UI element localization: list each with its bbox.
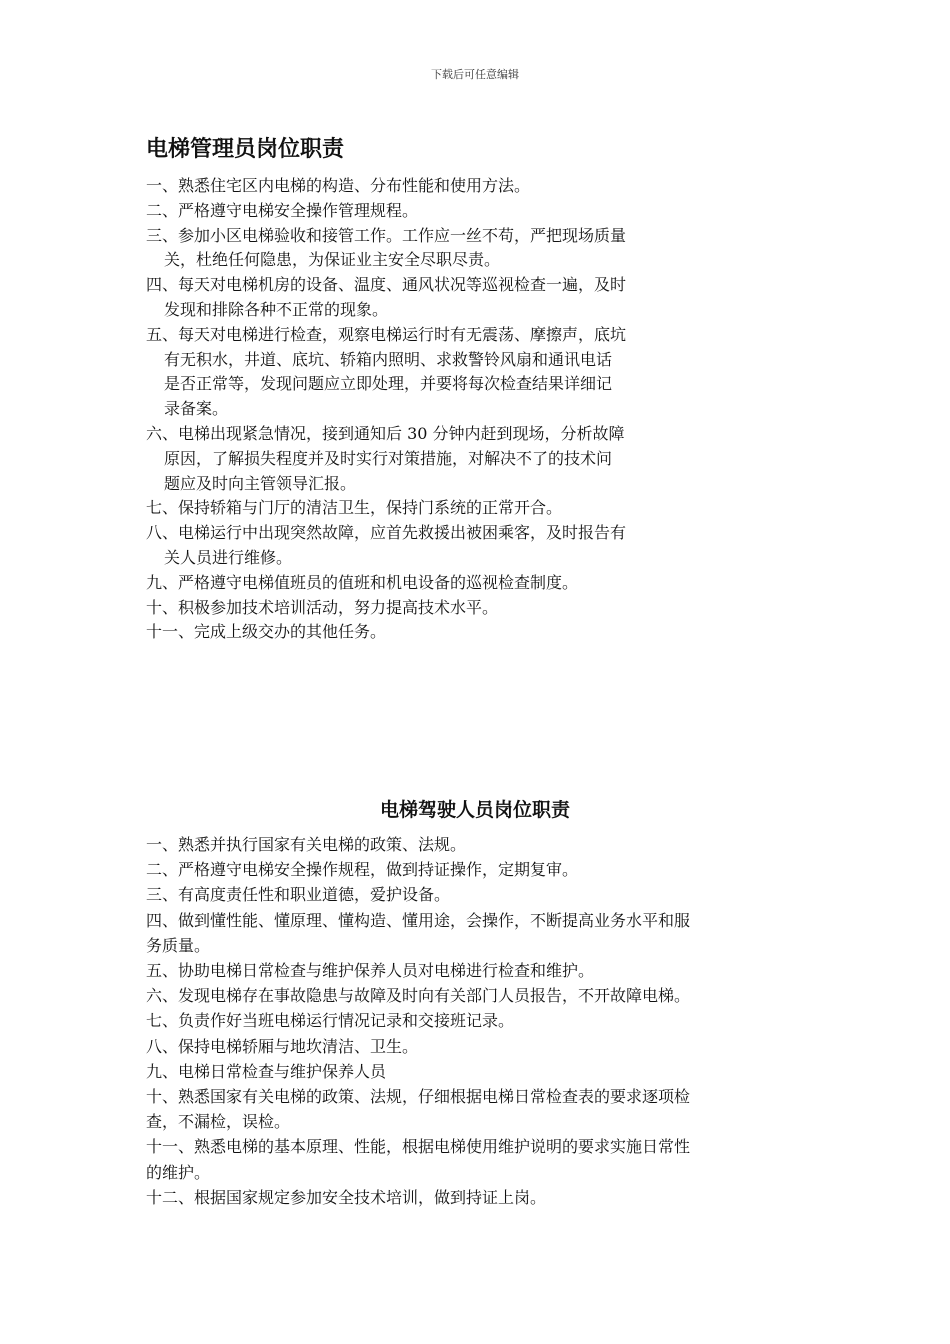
operator-duties-list (146, 832, 810, 1210)
duty-line-continuation: 关，杜绝任何隐患，为保证业主安全尽职尽责。 (164, 250, 501, 270)
duty-line: 九、严格遵守电梯值班员的值班和机电设备的巡视检查制度。 (146, 572, 579, 592)
duty-line: 一、熟悉并执行国家有关电梯的政策、法规。 (146, 835, 467, 854)
duty-line-continuation: 关人员进行维修。 (164, 547, 293, 567)
duty-line: 三、有高度责任性和职业道德，爱护设备。 (146, 885, 451, 905)
duty-line-continuation: 有无积水，井道、底坑、轿箱内照明、求救警铃风扇和通讯电话 (164, 349, 613, 369)
duty-line: 五、协助电梯日常检查与维护保养人员对电梯进行检查和维护。 (146, 961, 595, 981)
duty-line-continuation: 务质量。 (146, 935, 211, 955)
duty-line-continuation: 是否正常等，发现问题应立即处理，并要将每次检查结果详细记 (164, 374, 613, 394)
duty-line: 二、严格遵守电梯安全操作规程，做到持证操作，定期复审。 (146, 860, 579, 880)
duty-line-continuation: 原因，了解损失程度并及时实行对策措施，对解决不了的技术问 (164, 448, 613, 468)
duty-line: 二、严格遵守电梯安全操作管理规程。 (146, 200, 419, 220)
duty-line: 八、保持电梯轿厢与地坎清洁、卫生。 (146, 1036, 419, 1056)
duty-line: 十二、根据国家规定参加安全技术培训，做到持证上岗。 (146, 1187, 547, 1207)
duty-line: 六、电梯出现紧急情况，接到通知后 30 分钟内赶到现场，分析故障 (146, 423, 625, 443)
duty-line: 八、电梯运行中出现突然故障，应首先救援出被困乘客，及时报告有 (146, 523, 627, 543)
duty-line: 四、每天对电梯机房的设备、温度、通风状况等巡视检查一遍，及时 (146, 275, 627, 295)
duty-line: 九、电梯日常检查与维护保养人员 (146, 1061, 387, 1081)
duty-line-continuation: 的维护。 (146, 1162, 211, 1182)
duty-line: 七、保持轿箱与门厅的清洁卫生，保持门系统的正常开合。 (146, 498, 563, 518)
duty-line: 一、熟悉住宅区内电梯的构造、分布性能和使用方法。 (146, 176, 531, 195)
section-title-operator: 电梯驾驶人员岗位职责 (379, 799, 570, 821)
manager-duties-list (146, 174, 726, 645)
duty-line-continuation: 发现和排除各种不正常的现象。 (164, 299, 389, 319)
section-title-manager: 电梯管理员岗位职责 (146, 136, 345, 162)
header-note: 下载后可任意编辑 (431, 68, 519, 81)
duty-line: 四、做到懂性能、懂原理、懂构造、懂用途，会操作，不断提高业务水平和服 (146, 910, 691, 930)
duty-line-continuation: 题应及时向主管领导汇报。 (164, 473, 357, 493)
duty-line: 十一、完成上级交办的其他任务。 (146, 622, 387, 642)
duty-line: 五、每天对电梯进行检查，观察电梯运行时有无震荡、摩擦声，底坑 (146, 324, 627, 344)
duty-line: 三、参加小区电梯验收和接管工作。工作应一丝不苟，严把现场质量 (146, 225, 627, 245)
duty-line-continuation: 查，不漏检，误检。 (146, 1112, 291, 1132)
duty-line: 十、熟悉国家有关电梯的政策、法规，仔细根据电梯日常检查表的要求逐项检 (146, 1087, 691, 1107)
duty-line: 十、积极参加技术培训活动，努力提高技术水平。 (146, 597, 499, 617)
duty-line: 六、发现电梯存在事故隐患与故障及时向有关部门人员报告，不开故障电梯。 (146, 986, 691, 1006)
duty-line: 七、负责作好当班电梯运行情况记录和交接班记录。 (146, 1011, 515, 1031)
duty-line-continuation: 录备案。 (164, 399, 229, 419)
duty-line: 十一、熟悉电梯的基本原理、性能，根据电梯使用维护说明的要求实施日常性 (146, 1137, 691, 1157)
